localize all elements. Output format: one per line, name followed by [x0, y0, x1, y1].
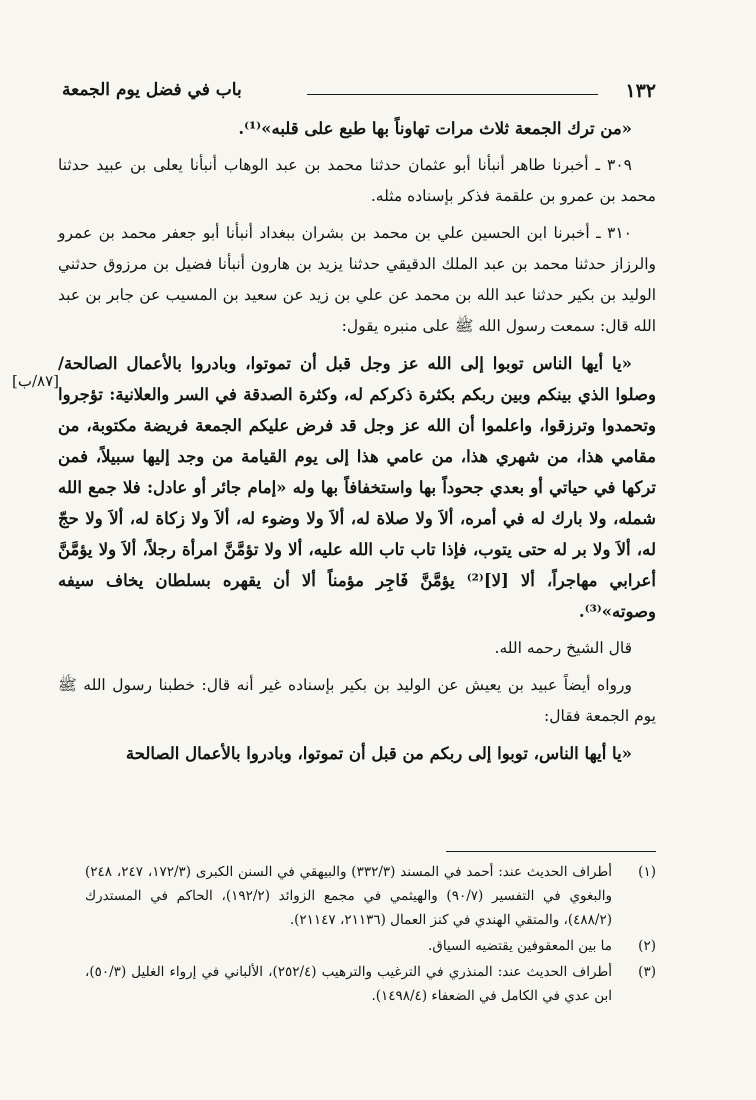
footnote-number: (٣) [638, 964, 656, 980]
margin-folio-note: [٨٧/ب] [12, 372, 60, 390]
main-text [58, 113, 656, 775]
footnote-text: أطراف الحديث عند: المنذري في الترغيب والترهيب (٢٥٢/٤)، الألباني في إرواء الغليل (٥٠/٣)، ابن عدي في الكامل في الضعفاء (١٤٩٨/٤). [85, 964, 612, 1004]
isnad-309: ٣٠٩ ـ أخبرنا طاهر أنبأنا أبو عثمان حدثنا محمد بن عبد الوهاب أنبأنا يعلى بن عبيد حدثنا محمد بن عمرو بن علقمة فذكر بإسناده مثله. [58, 156, 656, 205]
footnote-3 [85, 960, 656, 1008]
alternate-narration: ورواه أيضاً عبيد بن يعيش عن الوليد بن بكير بإسناده غير أنه قال: خطبنا رسول الله ﷺ يوم الجمعة فقال: [58, 676, 656, 725]
sheikh-remark: قال الشيخ رحمه الله. [494, 639, 632, 657]
footnote-number: (١) [638, 864, 656, 880]
chapter-title: باب في فضل يوم الجمعة [62, 80, 242, 100]
footnotes [85, 860, 656, 1010]
hadith-line-1: «من ترك الجمعة ثلاث مرات تهاوناً بها طبع على قلبه»⁽¹⁾. [238, 119, 632, 138]
page-number: ١٣٢ [625, 80, 656, 102]
footnote-separator [446, 851, 656, 852]
isnad-310: ٣١٠ ـ أخبرنا ابن الحسين علي بن محمد بن بشران ببغداد أنبأنا أبو جعفر محمد بن عمرو والرزاز حدثنا محمد بن عبد الملك الدقيقي حدثنا يزيد بن هارون أنبأنا فضيل بن مرزوق حدثني الوليد بن بكير حدثنا عبد الله بن محمد عن علي بن زيد عن سعيد بن المسيب عن جابر بن عبد الله قال: سمعت رسول الله ﷺ على منبره يقول: [58, 224, 656, 335]
footnote-text: ما بين المعقوفين يقتضيه السياق. [428, 938, 612, 954]
hadith-main-text: «يا أيها الناس توبوا إلى الله عز وجل قبل أن تموتوا، وبادروا بالأعمال الصالحة/ وصلوا الذي بينكم وبين ربكم بكثرة ذكركم له، وكثرة الصدقة في السر والعلانية: تؤجروا وتحمدوا وترزقوا، واعلموا أن الله عز وجل قد فرض عليكم الجمعة فريضة مكتوبة، من مقامي هذا، من شهري هذا، من عامي هذا إلى يوم القيامة من وجد إليها سبيلاً، فمن تركها في حياتي أو بعدي جحوداً بها واستخفافاً بها وله «إمام جائر أو عادل: فلا جمع الله شمله، ولا بارك له في أمره، ألاَ ولا صلاة له، ألاَ ولا وضوء له، ألاَ ولا زكاة له، ألاَ ولا حجّ له، ألاَ ولا بر له حتى يتوب، فإذا تاب تاب الله عليه، ألا ولا تؤمَّنَّ امرأة رجلاً، ألاَ ولا يؤمَّنَّ أعرابي مهاجراً، ألا [لا]⁽²⁾ يؤمَّنَّ فَاجِر مؤمناً ألا أن يقهره بسلطان يخاف سيفه وصوته»⁽³⁾. [58, 354, 656, 621]
footnote-number: (٢) [638, 938, 656, 954]
running-header [62, 78, 656, 108]
footnote-text: أطراف الحديث عند: أحمد في المسند (٣٣٢/٣) والبيهقي في السنن الكبرى (١٧٢/٣، ٢٤٧، ٢٤٨) والبغوي في التفسير (٩٠/٧) والهيثمي في مجمع الزوائد (١٩٢/٢)، الحاكم في المستدرك (٤٨٨/٢)، والمتقي الهندي في كنز العمال (٢١١٣٦، ٢١١٤٧). [85, 864, 613, 928]
hadith-continuation: «يا أيها الناس، توبوا إلى ربكم من قبل أن تموتوا، وبادروا بالأعمال الصالحة [125, 744, 632, 763]
header-rule [307, 94, 598, 95]
footnote-2 [85, 934, 656, 958]
footnote-1 [85, 860, 656, 932]
